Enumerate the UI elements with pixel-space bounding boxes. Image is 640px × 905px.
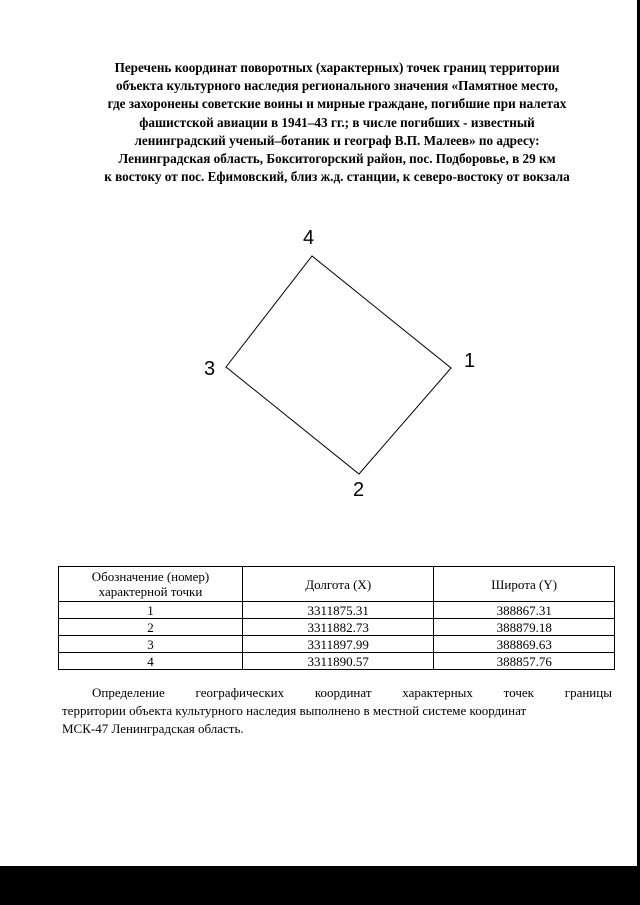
header-point-number-line2: характерной точки [98, 584, 203, 599]
header-longitude: Долгота (X) [242, 567, 433, 602]
point-label-4: 4 [303, 227, 315, 249]
header-latitude: Широта (Y) [434, 567, 615, 602]
cell-x: 3311882.73 [242, 619, 433, 636]
cell-x: 3311897.99 [242, 636, 433, 653]
note-word: Определение [92, 685, 165, 700]
title-line: ленинградский ученый–ботаник и географ В.П. Малеев» по адресу: [134, 132, 540, 148]
note-line: МСК-47 Ленинградская область. [62, 721, 244, 736]
cell-x: 3311875.31 [242, 602, 433, 619]
cell-y: 388857.76 [434, 653, 615, 670]
title-line: Ленинградская область, Бокситогорский район, пос. Подборовье, в 29 км [118, 151, 556, 167]
table-row [59, 653, 615, 670]
title-line: объекта культурного наследия регионального значения «Памятное место, [116, 78, 558, 94]
title-line: Перечень координат поворотных (характерных) точек границ территории [114, 60, 560, 75]
header-point-number [59, 567, 243, 602]
note-word: точек [503, 685, 534, 700]
table-header-row [59, 567, 615, 602]
header-point-number-line1: Обозначение (номер) [91, 569, 210, 584]
cell-point: 1 [59, 602, 243, 619]
note-line [62, 684, 612, 702]
cell-point: 3 [59, 636, 243, 653]
note-word: характерных [402, 685, 473, 700]
cell-y: 388879.18 [434, 619, 615, 636]
point-label-3: 3 [204, 358, 216, 380]
point-label-2: 2 [353, 479, 365, 501]
boundary-polygon [226, 256, 451, 474]
title-line: где захоронены советские воины и мирные граждане, погибшие при налетах [107, 96, 567, 112]
scan-bottom-border [0, 866, 640, 905]
coordinates-table [58, 566, 615, 670]
cell-point: 4 [59, 653, 243, 670]
table-row [59, 636, 615, 653]
note-word: границы [564, 685, 612, 700]
cell-point: 2 [59, 619, 243, 636]
cell-x: 3311890.57 [242, 653, 433, 670]
table-row [59, 619, 615, 636]
cell-y: 388869.63 [434, 636, 615, 653]
title-line: к востоку от пос. Ефимовский, близ ж.д. станции, к северо-востоку от вокзала [104, 169, 570, 185]
note-word: географических [195, 685, 285, 700]
coordinate-system-note [62, 684, 612, 738]
point-label-1: 1 [464, 350, 476, 372]
table-row [59, 602, 615, 619]
title-line: фашистской авиации в 1941–43 гг.; в числе погибших - известный [139, 114, 535, 130]
cell-y: 388867.31 [434, 602, 615, 619]
note-line: территории объекта культурного наследия выполнено в местной системе координат [62, 703, 527, 718]
note-word: координат [314, 685, 372, 700]
